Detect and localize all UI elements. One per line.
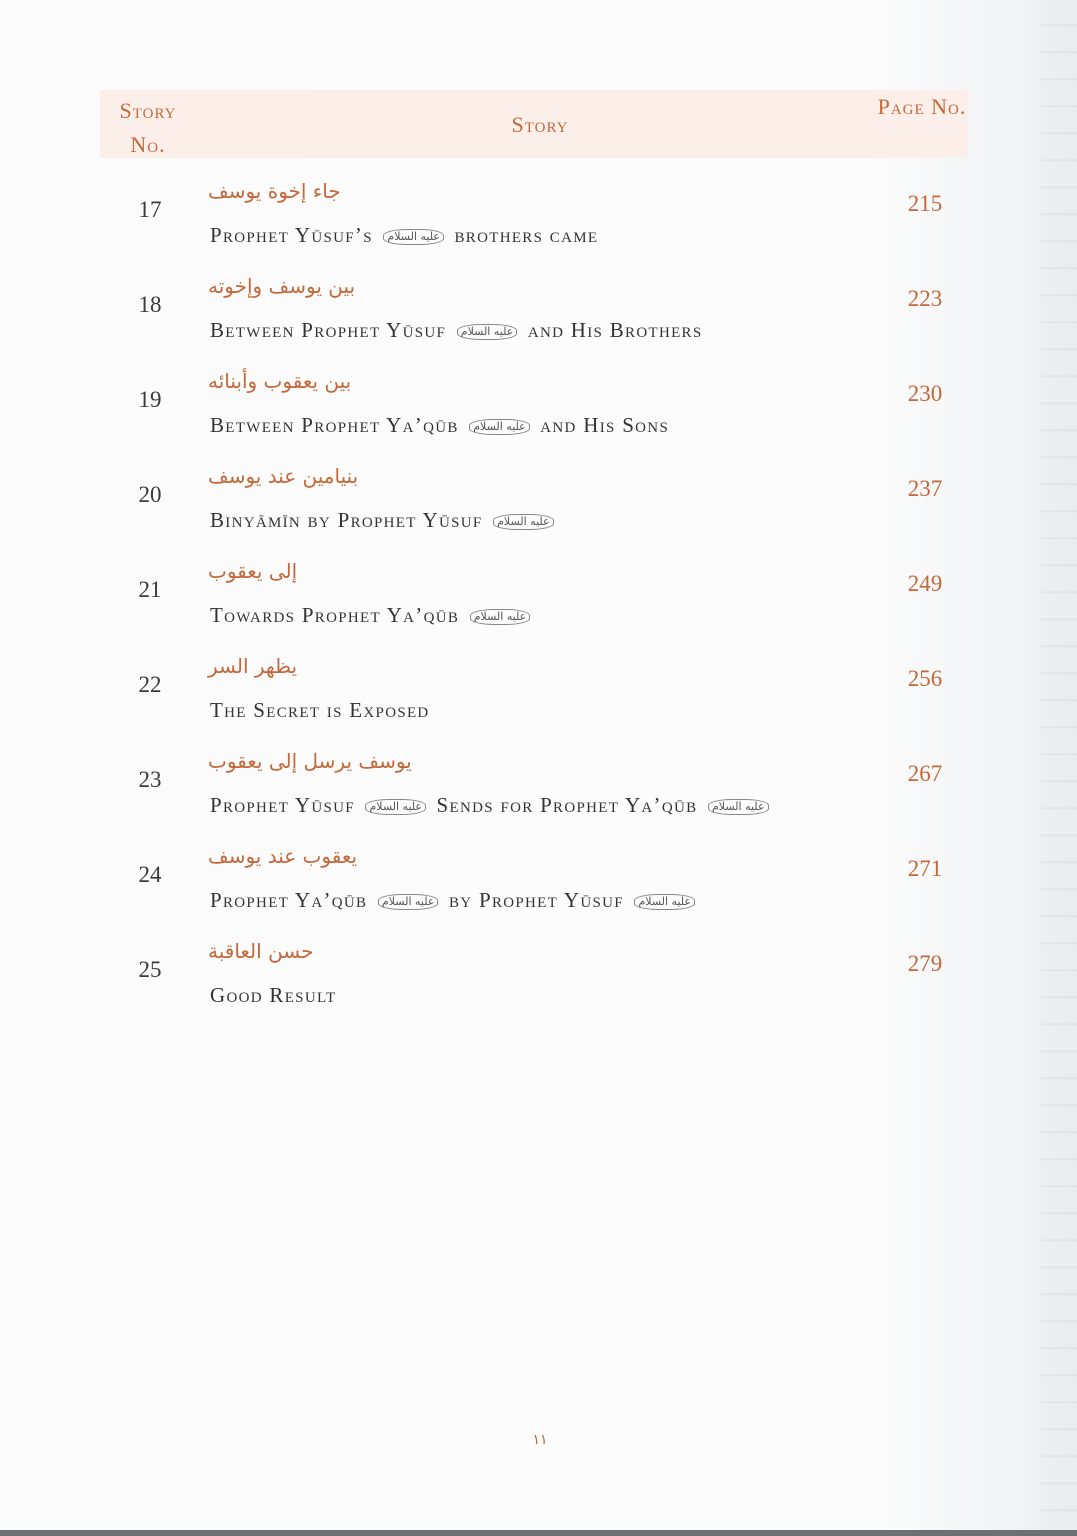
story-title-arabic: بين يعقوب وأبنائه (208, 369, 352, 393)
story-title-arabic: يظهر السر (208, 654, 298, 678)
story-title-arabic: بنيامين عند يوسف (208, 464, 359, 488)
story-title-arabic: يوسف يرسل إلى يعقوب (208, 749, 412, 773)
story-title-english (210, 698, 430, 723)
toc-row (0, 270, 1077, 365)
page-number: 230 (907, 381, 943, 406)
title-part: Between Prophet Ya’qūb (210, 413, 459, 437)
page-number: 256 (907, 666, 943, 691)
title-part: Between Prophet Yūsuf (210, 318, 447, 342)
title-part: Towards Prophet Ya’qūb (210, 603, 460, 627)
header-story-number: Story No. (119, 98, 177, 157)
honorific-glyph: عليه السلام (470, 609, 531, 625)
title-part: and His Sons (540, 413, 670, 437)
toc-row (0, 460, 1077, 555)
story-title-english (210, 223, 598, 248)
title-part: by Prophet Yūsuf (449, 888, 624, 912)
story-number: 19 (138, 387, 162, 412)
page-number: 271 (907, 856, 943, 881)
story-number: 20 (138, 482, 162, 507)
toc-row (0, 175, 1077, 270)
page-number: 249 (907, 571, 943, 596)
page-number: 237 (907, 476, 943, 501)
story-title-english (210, 318, 703, 343)
story-title-arabic: يعقوب عند يوسف (208, 844, 358, 868)
header-story: Story (511, 112, 569, 137)
title-part: brothers came (454, 223, 599, 247)
story-title-arabic: حسن العاقبة (208, 939, 314, 963)
story-title-english (210, 793, 773, 818)
page-number: 267 (907, 761, 943, 786)
story-number: 25 (138, 957, 162, 982)
story-number: 18 (138, 292, 162, 317)
honorific-glyph: عليه السلام (708, 799, 769, 815)
story-title-arabic: إلى يعقوب (208, 559, 298, 583)
title-part: Prophet Yūsuf (210, 793, 355, 817)
honorific-glyph: عليه السلام (365, 799, 426, 815)
toc-row (0, 745, 1077, 840)
story-title-english (210, 413, 669, 438)
title-part: Good Result (210, 983, 337, 1007)
story-title-english (210, 888, 699, 913)
honorific-glyph: عليه السلام (457, 324, 518, 340)
story-title-english (210, 508, 558, 533)
story-title-arabic: جاء إخوة يوسف (208, 179, 341, 203)
page-number: 215 (907, 191, 943, 216)
story-number: 22 (138, 672, 162, 697)
honorific-glyph: عليه السلام (469, 419, 530, 435)
title-part: Prophet Ya’qūb (210, 888, 368, 912)
story-number: 21 (138, 577, 162, 602)
toc-row (0, 840, 1077, 935)
story-title-english (210, 603, 534, 628)
page-number: 223 (907, 286, 943, 311)
story-title-arabic: بين يوسف وإخوته (208, 274, 356, 298)
title-part: The Secret is Exposed (210, 698, 430, 722)
toc-row (0, 365, 1077, 460)
title-part: Binyāmīn by Prophet Yūsuf (210, 508, 483, 532)
story-number: 23 (138, 767, 162, 792)
header-page-number: Page No. (877, 94, 967, 119)
page-folio-number: ١١ (532, 1432, 548, 1448)
page-number: 279 (907, 951, 943, 976)
story-title-english (210, 983, 337, 1008)
honorific-glyph: عليه السلام (493, 514, 554, 530)
title-part: and His Brothers (527, 318, 703, 342)
story-number: 24 (138, 862, 162, 887)
honorific-glyph: عليه السلام (378, 894, 439, 910)
honorific-glyph: عليه السلام (383, 229, 444, 245)
toc-row (0, 650, 1077, 745)
toc-row (0, 935, 1077, 1030)
title-part: Prophet Yūsuf’s (210, 223, 373, 247)
title-part: Sends for Prophet Ya’qūb (436, 793, 698, 817)
honorific-glyph: عليه السلام (634, 894, 695, 910)
toc-row (0, 555, 1077, 650)
scan-bottom-edge (0, 1530, 1077, 1536)
story-number: 17 (138, 197, 162, 222)
